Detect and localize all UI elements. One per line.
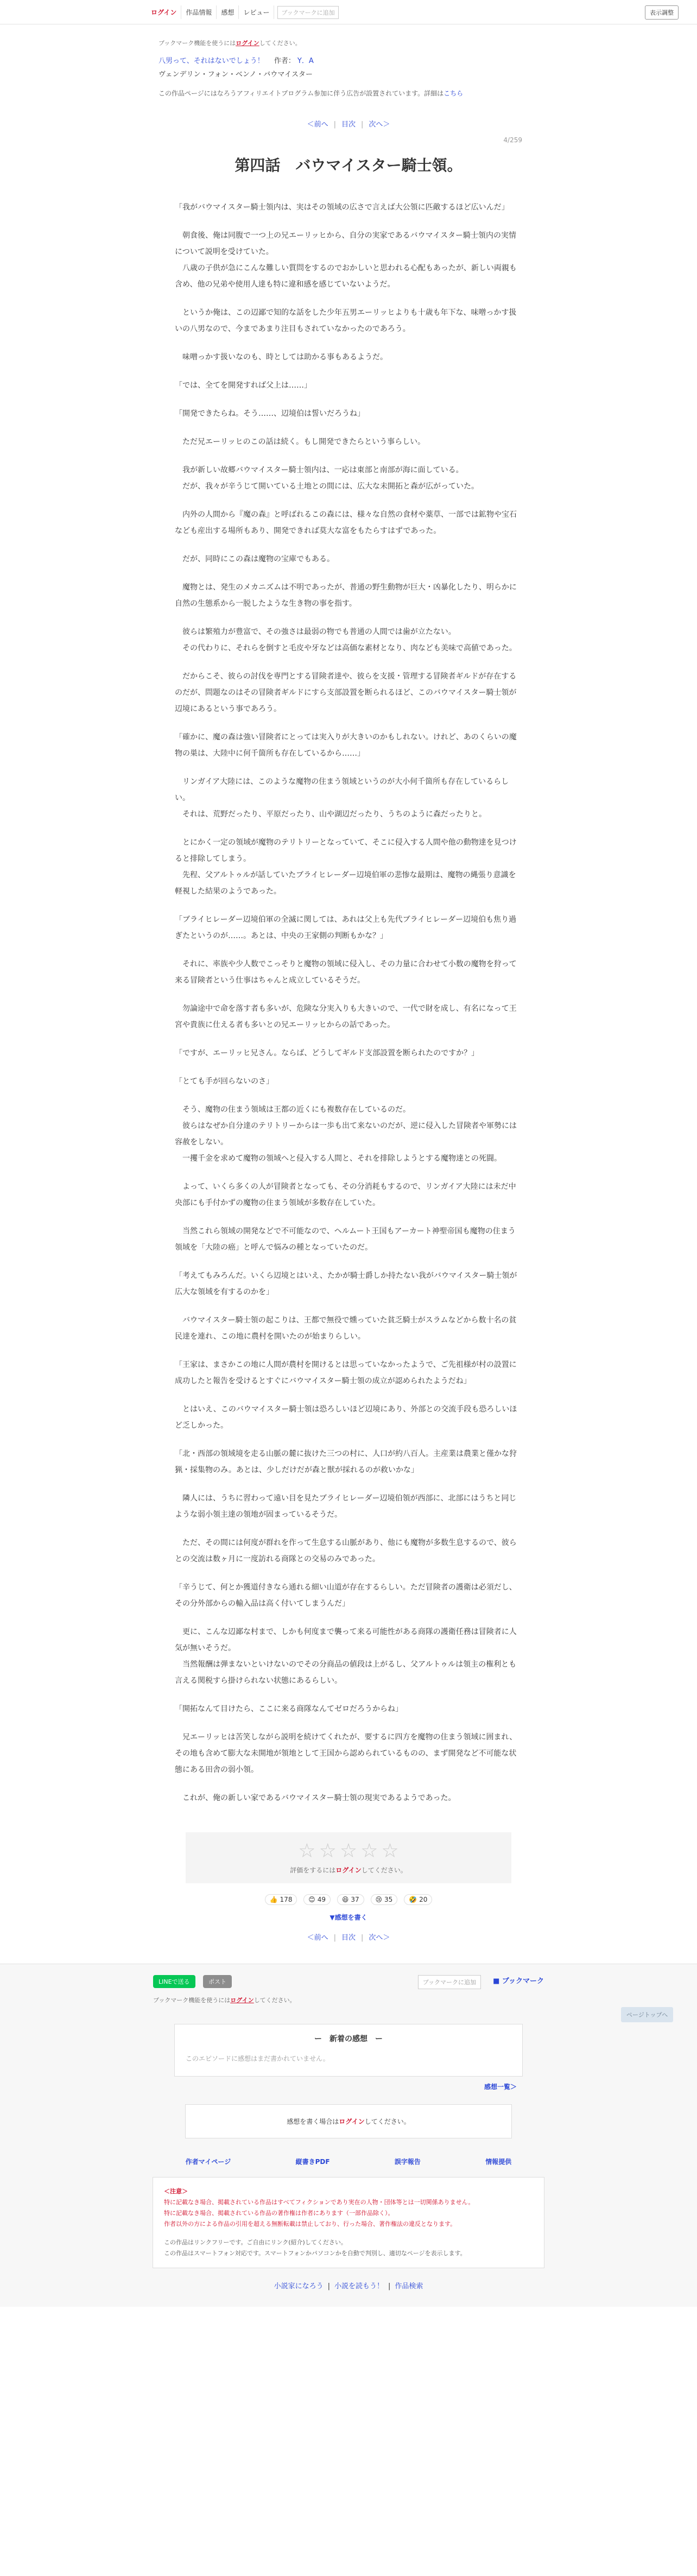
new-impressions-box [174, 2024, 523, 2077]
body-line: 彼らはなぜか自分達のテリトリーからは一歩も出て来ないのだが、逆に侵入した冒険者や軍勢には容赦をしない。 [175, 1122, 517, 1147]
paragraph-block [175, 1102, 522, 1167]
body-line: リンガイア大陸には、このような魔物の住まう領域というのが大小何千箇所も存在しているらしい。 [175, 777, 509, 802]
body-line: 兄エーリッヒは苦笑しながら説明を続けてくれたが、要するに四方を魔物の住まう領域に囲まれ、その地も含めて膨大な未開地が領地として王国から認められているものの、まず開発など不可能な状態にある田舎の弱小領。 [175, 1733, 517, 1774]
body-line: 「ですが、エーリッヒ兄さん。ならば、どうしてギルド支部設置を断られたのですか？」 [175, 1049, 479, 1058]
paragraph-block [175, 551, 522, 567]
notice-line: 作者以外の方による作品の引用を超える無断転載は禁止しており、行った場合、著作権法の違反となります。 [164, 2220, 457, 2227]
notice-title: ＜注意＞ [164, 2188, 188, 2195]
toc-link[interactable]: 目次 [341, 121, 356, 129]
paragraph-block [175, 1535, 522, 1567]
body-line: 魔物とは、発生のメカニズムは不明であったが、普通の野生動物が巨大・凶暴化したり、明らかに自然の生態系から一脱したような生き物の事を指す。 [175, 583, 517, 608]
impressions-empty-text: このエピソードに感想はまだ書かれていません。 [186, 2055, 330, 2062]
narou-home-link[interactable]: 小説家になろう [274, 2282, 324, 2290]
rating-login-note: 評価をするにはログインしてください。 [290, 1866, 407, 1874]
body-line: 「ブライヒレーダー辺境伯軍の全滅に関しては、あれは父上も先代ブライヒレーダー辺境伯も焦り過ぎたというのが……。あとは、中央の王家側の判断もかな？」 [175, 915, 517, 940]
review-login-link[interactable]: ログイン [339, 2118, 365, 2125]
body-line: それに、率族や少人数でこっそりと魔物の領域に侵入し、その力量に合わせて小数の魔物を狩って来る冒険者という仕事はちゃんと成立しているそうだ。 [175, 960, 517, 985]
body-line: 「我がバウマイスター騎士領内は、実はその領域の広さで言えば大公領に匹敵するほど広いんだ」 [175, 203, 509, 212]
body-line: だが、同時にこの森は魔物の宝庫でもある。 [175, 555, 334, 564]
body-line: 「考えてもみろんだ。いくら辺境とはいえ、たかが騎士爵しか持たない我がバウマイスター騎士領が広大な領域を有するのかを」 [175, 1271, 517, 1296]
paragraph-block [175, 462, 522, 495]
page-top-button[interactable]: ページトップへ [621, 2007, 673, 2022]
reaction-rofl[interactable]: 🤣 20 [404, 1894, 432, 1905]
paragraph-block [175, 729, 522, 762]
bookmark-login-link[interactable]: ログイン [230, 1997, 254, 2004]
body-line: 彼らは繁殖力が豊富で、その強さは最弱の物でも普通の人間では歯が立たない。 [175, 628, 456, 636]
body-line: 勿論途中で命を落す者も多いが、危険な分実入りも大きいので、一代で財を成し、有名になって王宮や貴族に仕える者も多いとの兄エーリッヒからの話であった。 [175, 1004, 517, 1029]
body-line: 当然報酬は弾まないといけないのでその分商品の値段は上がるし、父アルトゥルは領主の権利とも言える関税すら掛けられない状態にあるらしい。 [175, 1660, 517, 1685]
novel-header [159, 24, 538, 98]
body-line: とはいえ、このバウマイスター騎士領は恐ろしいほど辺境にあり、外部との交流手段も恐ろしいほど乏しかった。 [175, 1405, 517, 1430]
novel-info-link[interactable]: 作品情報 [181, 5, 217, 19]
body-line: 朝食後、俺は同腹で一つ上の兄エーリッヒから、自分の実家であるバウマイスター騎士領内の実情について説明を受けていた。 [175, 231, 517, 256]
body-line: そう、魔物の住まう領域は王都の近くにも複数存在しているのだ。 [175, 1105, 410, 1114]
bookmark-login-link[interactable]: ログイン [236, 40, 259, 47]
paragraph-block [175, 1045, 522, 1061]
toc-link[interactable]: 目次 [341, 1934, 356, 1942]
episode-title: 第四話 バウマイスター騎士領。 [235, 156, 462, 174]
body-line: 「北・西部の領域境を走る山脈の麓に抜けた三つの村に、人口が約八百人。主産業は農業と僅かな狩猟・採集物のみ。あとは、少しだけだが森と獣が採れるのが救いかな」 [175, 1450, 517, 1474]
body-line: よって、いくら多くの人が冒険者となっても、その分消耗もするので、リンガイア大陸には未だ中央部にも手付かずの魔物の住まう領域が多数存在していた。 [175, 1182, 516, 1207]
body-line: 「では、全てを開発すれば父上は……」 [175, 381, 312, 390]
cry-icon: 😢 [375, 1896, 383, 1903]
display-settings-button[interactable]: 表示調整 [645, 5, 679, 20]
body-line: だが、我々が辛うじて開いている土地との間には、広大な未開拓と森が広がっていた。 [175, 482, 479, 491]
body-line: 我が新しい故郷バウマイスター騎士領内は、一応は東部と南部が海に面している。 [175, 466, 464, 474]
paragraph-block [175, 668, 522, 717]
star-icon[interactable]: ☆ [381, 1840, 399, 1862]
body-line: ただ、その間には何度が群れを作って生息する山脈があり、他にも魔物が多数生息するので、彼らとの交流は数ヶ月に一度訪れる商隊との交易のみであった。 [175, 1539, 517, 1564]
write-review-toggle[interactable]: ▼感想を書く [330, 1914, 367, 1921]
impressions-list-link[interactable]: 感想一覧＞ [484, 2083, 517, 2091]
episode-body [175, 199, 522, 1806]
paragraph-block [175, 1001, 522, 1033]
body-line: 「とても手が回らないのさ」 [175, 1077, 274, 1086]
paragraph-block [175, 377, 522, 394]
star-icon[interactable]: ☆ [360, 1840, 378, 1862]
body-line: 隣人には、うちに習わって遠い目を見たブライヒレーダー辺境伯領が西部に、北部にはうちと同じような弱小領主達の領地が固まっているそうだ。 [175, 1494, 517, 1519]
body-line: ただ兄エーリッヒのこの話は続く。もし開発できたらという事らしい。 [175, 438, 426, 446]
paragraph-block [175, 1446, 522, 1478]
bookmark-add-button[interactable]: ブックマークに追加 [277, 6, 338, 19]
star-icon[interactable]: ☆ [319, 1840, 337, 1862]
body-line: 「開発できたらね。そう……、辺境伯は誓いだろうね」 [175, 409, 365, 418]
paragraph-block [175, 406, 522, 422]
paragraph-block [175, 624, 522, 656]
body-line: 味噌っかす扱いなのも、時としては助かる事もあるようだ。 [175, 353, 388, 362]
paragraph-block [175, 774, 522, 822]
star-icon[interactable]: ☆ [298, 1840, 316, 1862]
paragraph-block [175, 1701, 522, 1717]
bottom-nav: 小説家になろう | 小説を読もう！ | 作品検索 [274, 2282, 423, 2290]
bookmark-add-button[interactable]: ブックマークに追加 [418, 1975, 481, 1989]
reaction-thumbs-up[interactable]: 👍 178 [265, 1894, 297, 1905]
notice-box [153, 2177, 544, 2268]
bookmark-login-note: ブックマーク機能を使うにはログインしてください。 [159, 40, 301, 47]
affiliate-details-link[interactable]: こちら [443, 90, 464, 97]
paragraph-block [175, 434, 522, 450]
paragraph-block [175, 1624, 522, 1689]
body-line: というか俺は、この辺鄙で知的な話をした少年五男エーリッヒよりも十歳も年下な、味噌っかす扱いの八男なので、今まであまり注目もされていなかったのであろう。 [175, 308, 517, 333]
bookmark-login-note: ブックマーク機能を使うにはログインしてください。 [153, 1997, 296, 2004]
vertical-pdf-link[interactable]: 縦書きPDF [295, 2158, 330, 2166]
body-line: これが、俺の新しい家であるバウマイスター騎士領の現実であるようであった。 [175, 1794, 456, 1802]
body-line: バウマイスター騎士領の起こりは、王都で無役で燻っていた貧乏騎士がスラムなどから数十名の貧民達を連れ、この地に農村を開いたのが始まりらしい。 [175, 1316, 517, 1341]
novel-search-link[interactable]: 作品検索 [395, 2282, 423, 2290]
author-link[interactable]: Y．A [297, 57, 314, 65]
paragraph-block [175, 1357, 522, 1389]
paragraph-block [175, 956, 522, 989]
paragraph-block [175, 912, 522, 944]
notice-line: この作品はスマートフォン対応です。スマートフォンかパソコンかを自動で判別し、適切なページを表示します。 [164, 2250, 466, 2257]
body-line: 「辛うじて、何とか獲道付きなら通れる細い山道が存在するらしい。ただ冒険者の護衛は必須だし、その分外部からの輸入品は高く付いてしまうんだ」 [175, 1583, 517, 1608]
line-share-button[interactable]: LINEで送る [153, 1975, 195, 1988]
paragraph-block [175, 1179, 522, 1211]
smile-icon: 😊 [308, 1896, 315, 1903]
info-report-link[interactable]: 情報提供 [485, 2158, 512, 2166]
series-title-link[interactable]: 八男って、それはないでしょう！ [159, 57, 264, 65]
paragraph-block [175, 199, 522, 216]
top-bar [0, 0, 697, 24]
episode-pager-bottom: ＜前へ | 目次 | 次へ＞ [307, 1934, 390, 1942]
paragraph-block [175, 349, 522, 365]
affiliate-note: この作品ページにはなろうアフィリエイトプログラム参加に伴う広告が設置されています。詳細はこちら [159, 90, 464, 97]
body-line: だからこそ、彼らの討伐を専門とする冒険者達や、彼らを支援・管理する冒険者ギルドが存在するのだが、問題なのはその冒険者ギルドにすら支部設置を断られるほど、このバウマイスター騎士領が辺境にあるという事であろう。 [175, 672, 517, 713]
body-line: 一攫千金を求めて魔物の領域へと侵入する人間と、それを排除しようとする魔物達との死闘。 [175, 1154, 502, 1163]
review-link[interactable]: レビュー [239, 5, 274, 19]
impressions-link[interactable]: 感想 [217, 5, 239, 19]
paragraph-block [175, 227, 522, 293]
body-line: 「開拓なんて目けたら、ここに来る商隊なんてゼロだろうからね」 [175, 1705, 403, 1713]
typo-report-link[interactable]: 誤字報告 [394, 2158, 421, 2166]
paragraph-block [175, 1729, 522, 1778]
login-to-review-box: 感想を書く場合はログインしてください。 [185, 2104, 512, 2138]
thumbs-up-icon: 👍 [269, 1896, 278, 1903]
laugh-icon: 😆 [341, 1896, 349, 1903]
body-line: 「王家は、まさかこの地に人間が農村を開けるとは思っていなかったようで、ご先祖様が村の設置に成功したと報告を受けるとすぐにバウマイスター騎士領の成立が認められたようだね」 [175, 1360, 517, 1385]
notice-line: この作品はリンクフリーです。ご自由にリンク(紹介)してください。 [164, 2239, 347, 2246]
episode-pager-top: ＜前へ | 目次 | 次へ＞ [307, 121, 390, 129]
notice-line: 特に記載なき場合、掲載されている作品の著作権は作者にあります（一部作品除く）。 [164, 2210, 394, 2217]
body-line: それは、荒野だったり、平原だったり、山や湖辺だったり、うちのように森だったりと。 [175, 810, 486, 819]
paragraph-block [175, 1579, 522, 1612]
series-row [159, 55, 538, 65]
top-nav [147, 5, 339, 19]
reaction-bar [0, 1894, 697, 1905]
share-row [153, 1975, 544, 1991]
chapter-subtitle: ヴェンデリン・フォン・ベンノ・バウマイスター [159, 71, 313, 79]
prev-episode-link[interactable]: ＜前へ [307, 1934, 328, 1942]
rating-login-link[interactable]: ログイン [335, 1866, 362, 1874]
paragraph-block [175, 1790, 522, 1806]
body-line: 「確かに、魔の森は強い冒険者にとっては実入りが大きいのかもしれない。けれど、あのくらいの魔物の巣は、大陸中に何千箇所も存在しているから……」 [175, 733, 517, 758]
body-line: 内外の人間から『魔の森』と呼ばれるこの森には、様々な自然の食材や薬草、一部では鉱物や宝石なども産出する場所もあり、開発できれば莫大な富をもたらすはずであった。 [175, 510, 517, 535]
body-line: その代わりに、それらを倒すと毛皮や牙などは高価な素材となり、肉なども美味で高値であった。 [175, 644, 517, 653]
star-icon[interactable]: ☆ [339, 1840, 358, 1862]
yomou-link[interactable]: 小説を読もう！ [334, 2282, 384, 2290]
rating-stars [186, 1840, 511, 1862]
body-line: 八歳の子供が急にこんな難しい質問をするのでおかしいと思われる心配もあったが、新しい両親も含め、他の兄弟や使用人達も特に違和感を感じていないようだ。 [175, 264, 517, 289]
x-post-button[interactable]: ポスト [203, 1975, 232, 1988]
paragraph-block [175, 1490, 522, 1523]
next-episode-link[interactable]: 次へ＞ [369, 121, 390, 129]
reaction-cry[interactable]: 😢 35 [371, 1894, 398, 1905]
paragraph-block [175, 507, 522, 539]
paragraph-block [175, 579, 522, 612]
rofl-icon: 🤣 [409, 1896, 417, 1903]
notice-line: 特に記載なき場合、掲載されている作品はすべてフィクションであり実在の人物・団体等とは一切関係ありません。 [164, 2199, 474, 2206]
body-line: とにかく一定の領域が魔物のテリトリーとなっていて、そこに侵入する人間や他の動物達を見つけると排除してしまう。 [175, 838, 517, 863]
paragraph-block [175, 1312, 522, 1345]
next-episode-link[interactable]: 次へ＞ [369, 1934, 390, 1942]
paragraph-block [175, 834, 522, 900]
paragraph-block [175, 1268, 522, 1300]
body-line: 先程、父アルトゥルが話していたブライヒレーダー辺境伯軍の悲惨な最期は、魔物の縄張り意識を軽視した結果のようであった。 [175, 871, 516, 896]
body-line: 更に、こんな辺鄙な村まで、しかも何度まで襲って来る可能性がある商隊の護衛任務は冒険者に人気が無いそうだ。 [175, 1628, 517, 1653]
footer-area [0, 1964, 697, 2307]
paragraph-block [175, 1401, 522, 1434]
episode-count: 4/259 [503, 136, 522, 144]
author-links [153, 2157, 544, 2166]
author-label: 作者： [274, 57, 295, 65]
rating-section [186, 1832, 511, 1883]
prev-episode-link[interactable]: ＜前へ [307, 121, 328, 129]
paragraph-block [175, 1223, 522, 1256]
impressions-title: ー 新着の感想 ー [314, 2035, 383, 2043]
login-link[interactable]: ログイン [147, 5, 181, 19]
body-line: 当然これら領域の開発などで不可能なので、ヘルムート王国もアーカート神聖帝国も魔物の住まう領域を「大陸の癌」と呼んで悩みの種となっていたのだ。 [175, 1227, 516, 1252]
reaction-laugh[interactable]: 😆 37 [337, 1894, 364, 1905]
bookmark-button[interactable]: ■ ブックマーク [493, 1977, 544, 1985]
paragraph-block [175, 1073, 522, 1090]
reaction-smile[interactable]: 😊 49 [303, 1894, 331, 1905]
author-mypage-link[interactable]: 作者マイページ [185, 2158, 231, 2166]
paragraph-block [175, 305, 522, 337]
